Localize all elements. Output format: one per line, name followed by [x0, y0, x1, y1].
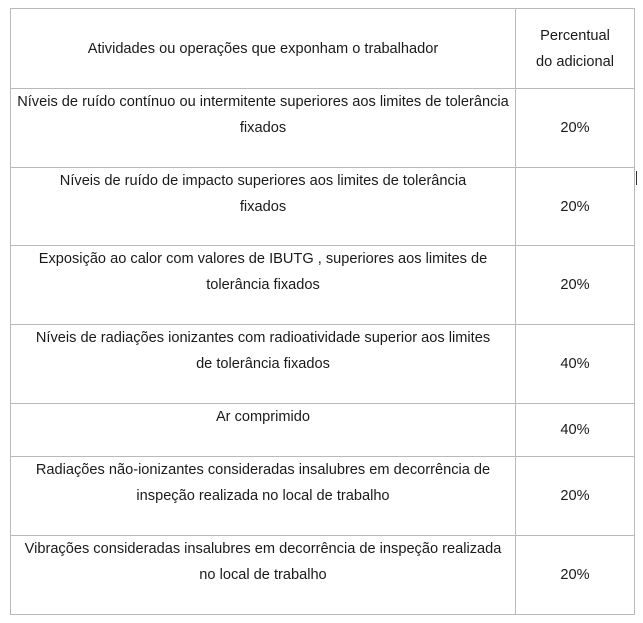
activity-cell: Vibrações consideradas insalubres em decorrência de inspeção realizada no local de trabalho [11, 536, 516, 615]
percent-cell: 20% [516, 89, 635, 168]
percent-cell: 20% [516, 457, 635, 536]
activity-cell: Níveis de ruído de impacto superiores aos limites de tolerância fixados [11, 168, 516, 246]
table-row [11, 168, 635, 246]
activity-cell: Níveis de ruído contínuo ou intermitente superiores aos limites de tolerância fixados [11, 89, 516, 168]
percent-cell: 20% [516, 536, 635, 615]
activity-cell: Ar comprimido [11, 404, 516, 457]
table-header-row [11, 9, 635, 89]
table-row [11, 404, 635, 457]
percent-cell: 20% [516, 246, 635, 325]
activity-cell: Níveis de radiações ionizantes com radioatividade superior aos limites de tolerância fixados [11, 325, 516, 404]
percent-cell: 20% [516, 168, 635, 246]
table-row [11, 89, 635, 168]
table-row [11, 246, 635, 325]
activity-cell: Radiações não-ionizantes consideradas insalubres em decorrência de inspeção realizada no local de trabalho [11, 457, 516, 536]
percent-cell: 40% [516, 404, 635, 457]
header-activity: Atividades ou operações que exponham o trabalhador [11, 9, 516, 89]
table-row [11, 457, 635, 536]
insalubrity-table [10, 8, 635, 615]
percent-cell: 40% [516, 325, 635, 404]
table-row [11, 325, 635, 404]
activity-cell: Exposição ao calor com valores de IBUTG , superiores aos limites de tolerância fixados [11, 246, 516, 325]
header-percent: Percentual do adicional [516, 9, 635, 89]
table-row [11, 536, 635, 615]
edge-mark [636, 171, 637, 185]
